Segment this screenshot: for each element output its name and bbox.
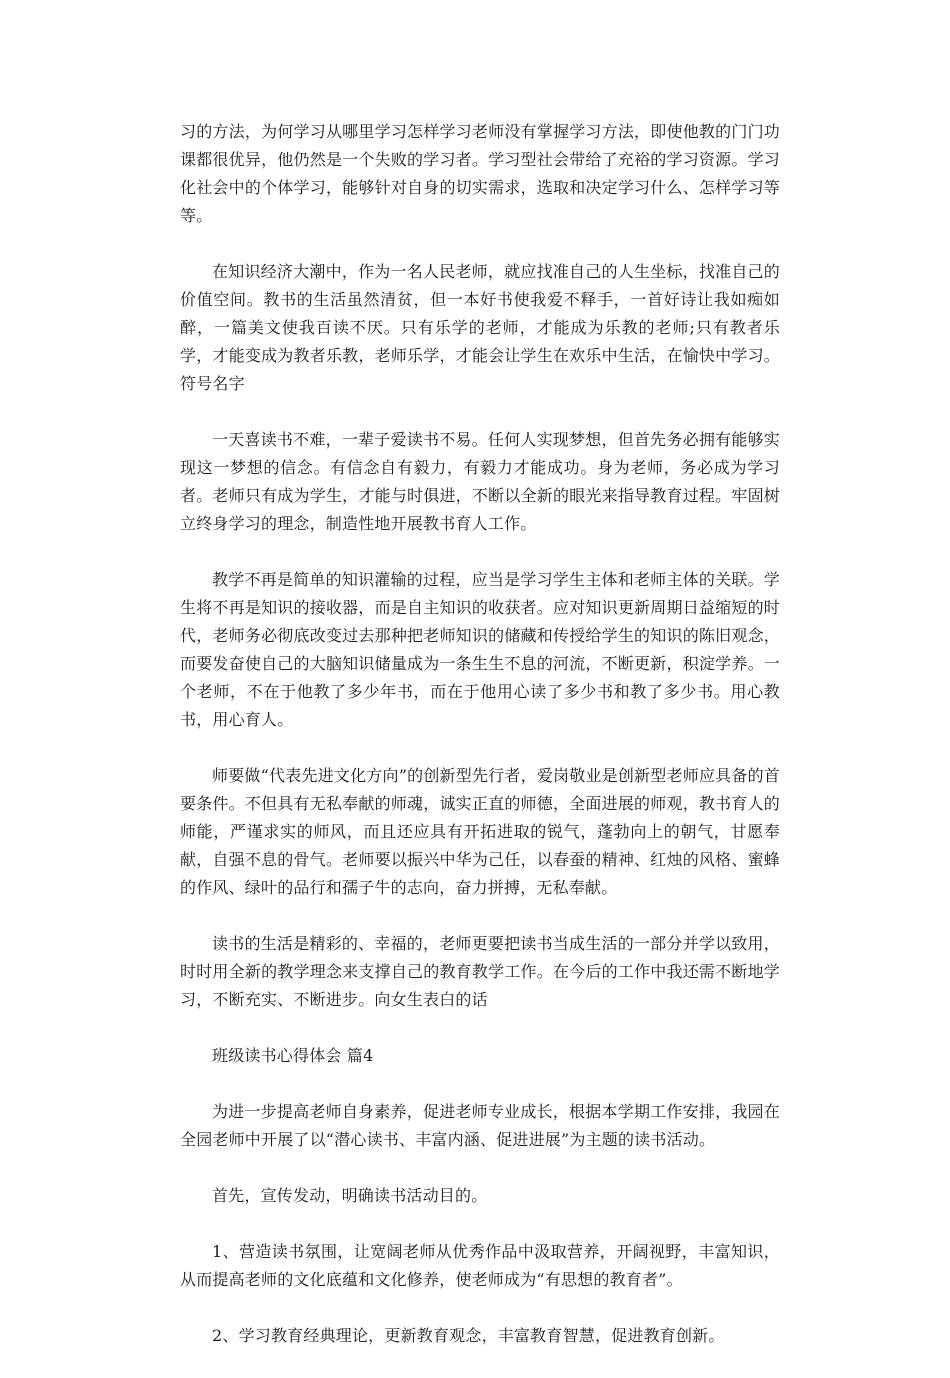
paragraph: 师要做“代表先进文化方向”的创新型先行者，爱岗敬业是创新型老师应具备的首要条件。不但具有无私奉献的师魂，诚实正直的师德，全面进展的师观，教书育人的师能，严谨求实的师风，而且还应具有开拓进取的锐气，蓬勃向上的朝气，甘愿奉献，自强不息的骨气。老师要以振兴中华为己任，以春蚕的精神、红烛的风格、蜜蜂的作风、绿叶的品行和孺子牛的志向，奋力拼搏，无私奉献。 [180,766,780,897]
paragraph: 读书的生活是精彩的、幸福的，老师更要把读书当成生活的一部分并学以致用，时时用全新的教学理念来支撑自己的教育教学工作。在今后的工作中我还需不断地学习，不断充实、不断进步。向女生表白的话 [180,934,780,1009]
document-page [180,118,780,1378]
paragraph: 教学不再是简单的知识灌输的过程，应当是学习学生主体和老师主体的关联。学生将不再是知识的接收器，而是自主知识的收获者。应对知识更新周期日益缩短的时代，老师务必彻底改变过去那种把老师知识的储藏和传授给学生的知识的陈旧观念，而要发奋使自己的大脑知识储量成为一条生生不息的河流，不断更新，积淀学养。一个老师，不在于他教了多少年书，而在于他用心读了多少书和教了多少书。用心教书，用心育人。 [180,570,780,729]
paragraph: 为进一步提高老师自身素养，促进老师专业成长，根据本学期工作安排，我园在全园老师中开展了以“潜心读书、丰富内涵、促进进展”为主题的读书活动。 [180,1102,780,1149]
paragraph: 在知识经济大潮中，作为一名人民老师，就应找准自己的人生坐标，找准自己的价值空间。教书的生活虽然清贫，但一本好书使我爱不释手，一首好诗让我如痴如醉，一篇美文使我百读不厌。只有乐学的老师，才能成为乐教的老师;只有教者乐学，才能变成为教者乐教，老师乐学，才能会让学生在欢乐中生活，在愉快中学习。符号名字 [180,262,780,393]
paragraph: 首先，宣传发动，明确读书活动目的。 [212,1186,488,1205]
paragraph: 1、营造读书氛围，让宽阔老师从优秀作品中汲取营养，开阔视野，丰富知识，从而提高老师的文化底蕴和文化修养，使老师成为“有思想的教育者”。 [180,1242,780,1289]
paragraph: 一天喜读书不难，一辈子爱读书不易。任何人实现梦想，但首先务必拥有能够实现这一梦想的信念。有信念自有毅力，有毅力才能成功。身为老师，务必成为学习者。老师只有成为学生，才能与时俱进，不断以全新的眼光来指导教育过程。牢固树立终身学习的理念，制造性地开展教书育人工作。 [180,430,780,533]
section-title: 班级读书心得体会 篇4 [212,1046,374,1065]
paragraph: 2、学习教育经典理论，更新教育观念，丰富教育智慧，促进教育创新。 [212,1326,725,1345]
paragraph: 习的方法，为何学习从哪里学习怎样学习老师没有掌握学习方法，即使他教的门门功课都很优异，他仍然是一个失败的学习者。学习型社会带给了充裕的学习资源。学习化社会中的个体学习，能够针对自身的切实需求，选取和决定学习什么、怎样学习等等。 [180,122,780,225]
